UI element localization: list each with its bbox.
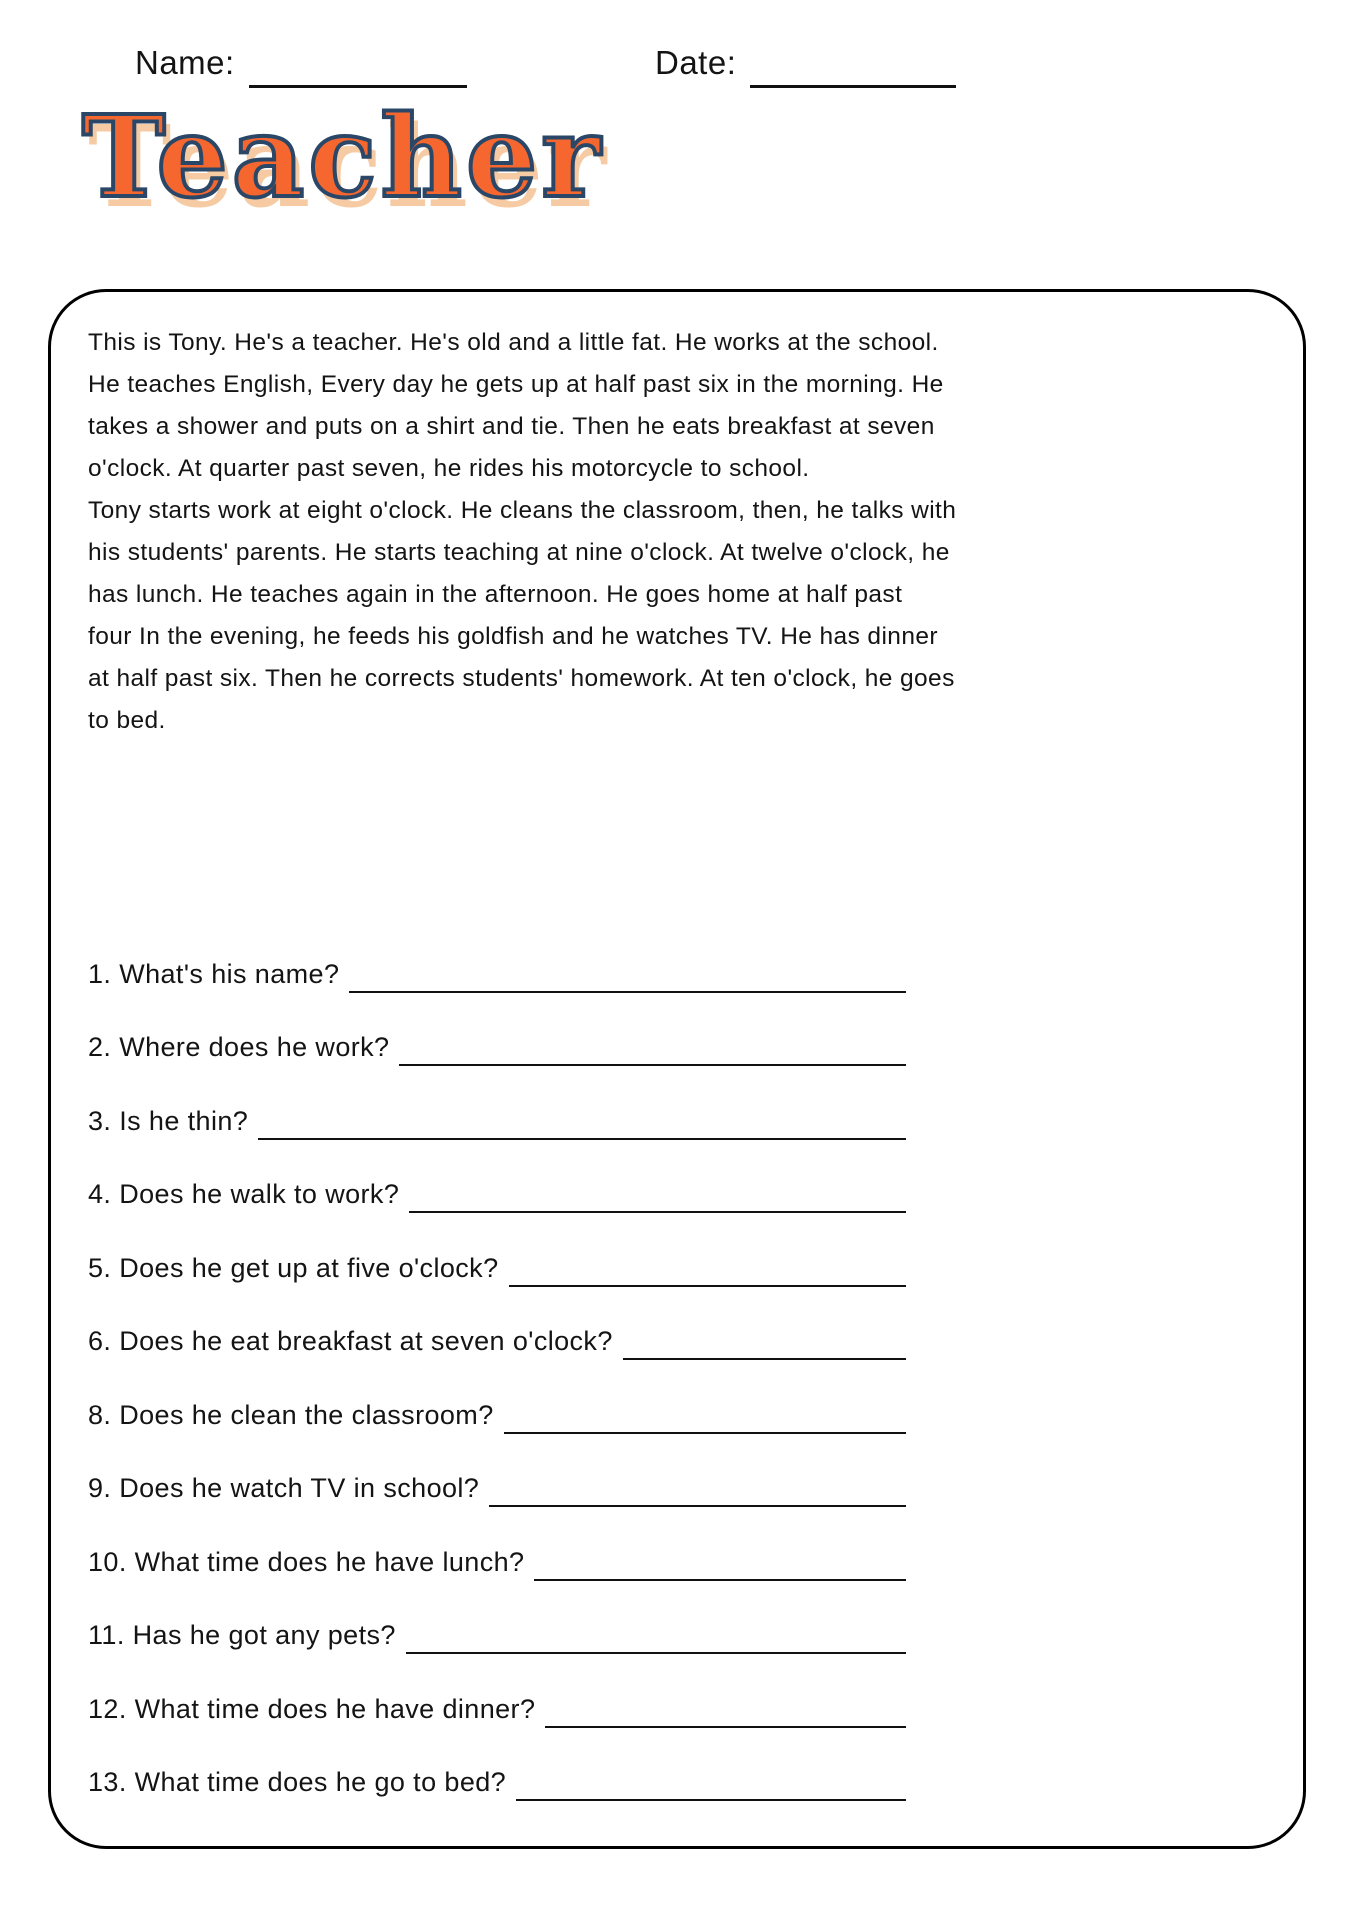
passage-line: at half past six. Then he corrects students' homework. At ten o'clock, he goes: [88, 665, 955, 692]
answer-blank[interactable]: [349, 991, 906, 993]
question-row: [88, 1290, 906, 1364]
question-label: 13. What time does he go to bed?: [88, 1767, 507, 1797]
question-row: [88, 1069, 906, 1143]
answer-blank[interactable]: [516, 1799, 906, 1801]
question-label: 6. Does he eat breakfast at seven o'clock?: [88, 1326, 613, 1356]
passage-line: takes a shower and puts on a shirt and tie. Then he eats breakfast at seven: [88, 413, 935, 440]
question-row: [88, 1143, 906, 1217]
question-label: 5. Does he get up at five o'clock?: [88, 1252, 499, 1283]
reading-passage: [88, 322, 1238, 742]
passage-line: his students' parents. He starts teaching at nine o'clock. At twelve o'clock, he: [88, 539, 950, 566]
answer-blank[interactable]: [545, 1726, 906, 1728]
name-blank[interactable]: [249, 85, 467, 88]
passage-line: He teaches English, Every day he gets up at half past six in the morning. He: [88, 371, 944, 398]
passage-line: has lunch. He teaches again in the afternoon. He goes home at half past: [88, 581, 903, 608]
question-row: [88, 1216, 906, 1290]
content-box: [48, 289, 1306, 1849]
date-field-row: [655, 44, 956, 82]
answer-blank[interactable]: [489, 1505, 906, 1507]
questions-list: [88, 922, 906, 1804]
passage-line: four In the evening, he feeds his goldfish and he watches TV. He has dinner: [88, 623, 938, 650]
answer-blank[interactable]: [504, 1432, 906, 1434]
answer-blank[interactable]: [399, 1064, 906, 1066]
question-label: 1. What's his name?: [88, 958, 340, 989]
question-label: 4. Does he walk to work?: [88, 1179, 400, 1209]
name-field-row: [135, 44, 467, 82]
question-row: [88, 1657, 906, 1731]
question-row: [88, 1584, 906, 1658]
question-row: [88, 996, 906, 1070]
answer-blank[interactable]: [409, 1211, 906, 1213]
question-row: [88, 1437, 906, 1511]
question-row: [88, 1363, 906, 1437]
date-blank[interactable]: [750, 85, 956, 88]
question-row: [88, 922, 906, 996]
question-label: 9. Does he watch TV in school?: [88, 1473, 480, 1503]
passage-line: Tony starts work at eight o'clock. He cleans the classroom, then, he talks with: [88, 497, 957, 524]
question-row: [88, 1731, 906, 1805]
passage-line: o'clock. At quarter past seven, he rides his motorcycle to school.: [88, 455, 810, 482]
worksheet-title: Teacher: [82, 92, 605, 223]
passage-line: to bed.: [88, 707, 166, 734]
name-label: Name:: [135, 44, 235, 81]
answer-blank[interactable]: [534, 1579, 906, 1581]
question-label: 12. What time does he have dinner?: [88, 1693, 536, 1724]
date-label: Date:: [655, 44, 737, 81]
answer-blank[interactable]: [406, 1652, 906, 1654]
passage-line: This is Tony. He's a teacher. He's old and a little fat. He works at the school.: [88, 329, 939, 356]
question-label: 11. Has he got any pets?: [88, 1620, 396, 1650]
question-label: 3. Is he thin?: [88, 1105, 249, 1136]
answer-blank[interactable]: [258, 1138, 906, 1140]
question-label: 2. Where does he work?: [88, 1032, 390, 1062]
question-label: 10. What time does he have lunch?: [88, 1546, 525, 1577]
question-label: 8. Does he clean the classroom?: [88, 1399, 494, 1430]
answer-blank[interactable]: [623, 1358, 906, 1360]
question-row: [88, 1510, 906, 1584]
answer-blank[interactable]: [509, 1285, 907, 1287]
